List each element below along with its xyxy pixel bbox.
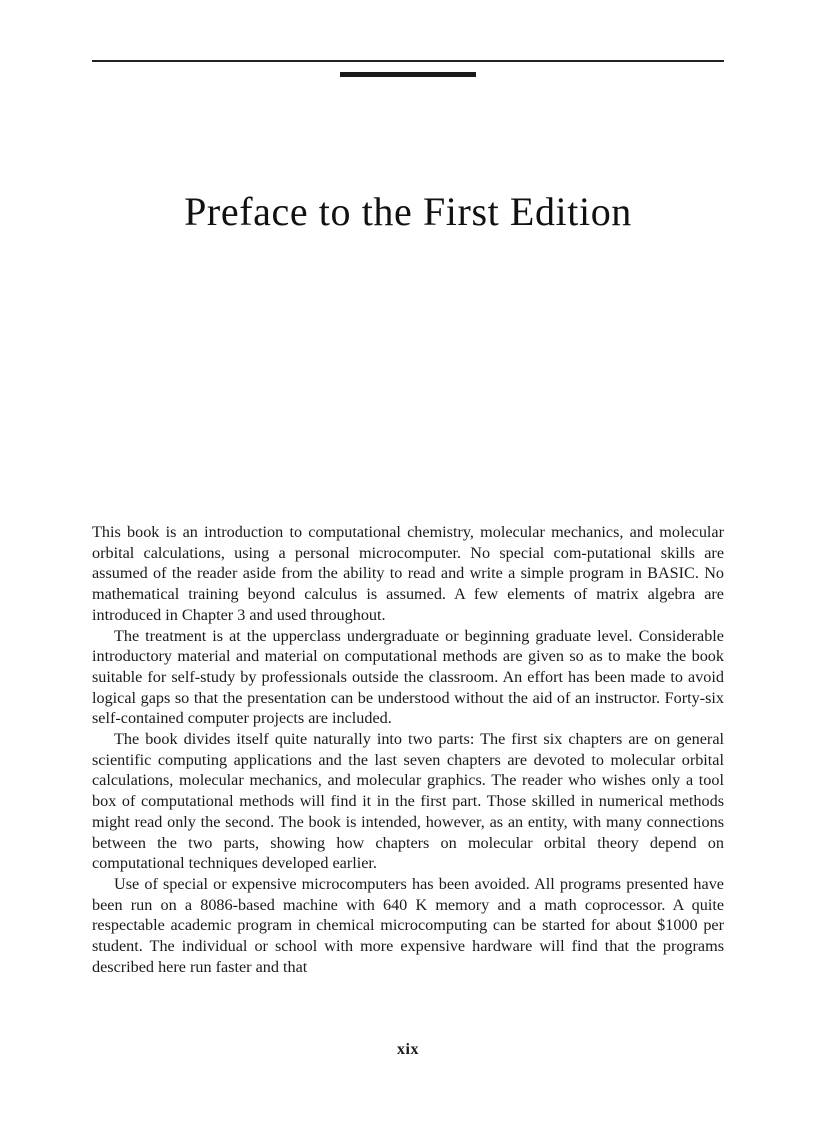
page-number: xix	[397, 1041, 419, 1058]
paragraph: This book is an introduction to computational chemistry, molecular mechanics, and molecular orbital calculations, using a personal microcomputer. No special com-putational skills are assumed of the reader aside from the ability to read and write a simple program in BASIC. No mathematical training beyond calculus is assumed. A few elements of matrix algebra are introduced in Chapter 3 and used throughout.	[92, 523, 724, 624]
paragraph: The book divides itself quite naturally into two parts: The first six chapters are on general scientific computing applications and the last seven chapters are devoted to molecular orbital calculations, molecular mechanics, and molecular graphics. The reader who wishes only a tool box of computational methods will find it in the first part. Those skilled in numerical methods might read only the second. The book is intended, however, as an entity, with many connections between the two parts, showing how chapters on molecular orbital theory depend on computational techniques developed earlier.	[92, 730, 724, 873]
body-text	[92, 522, 724, 977]
chapter-marker-bar	[340, 72, 476, 77]
top-rule	[92, 60, 724, 62]
page-title: Preface to the First Edition	[184, 189, 632, 234]
paragraph: The treatment is at the upperclass undergraduate or beginning graduate level. Considerable introductory material and material on computational methods are given so as to make the book suitable for self-study by professionals outside the classroom. An effort has been made to avoid logical gaps so that the presentation can be understood without the aid of an instructor. Forty-six self-contained computer projects are included.	[92, 626, 724, 728]
paragraph: Use of special or expensive microcomputers has been avoided. All programs presented have been run on a 8086-based machine with 640 K memory and a math coprocessor. A quite respectable academic program in chemical microcomputing can be started for about $1000 per student. The individual or school with more expensive hardware will find that the programs described here run faster and that	[92, 874, 724, 976]
